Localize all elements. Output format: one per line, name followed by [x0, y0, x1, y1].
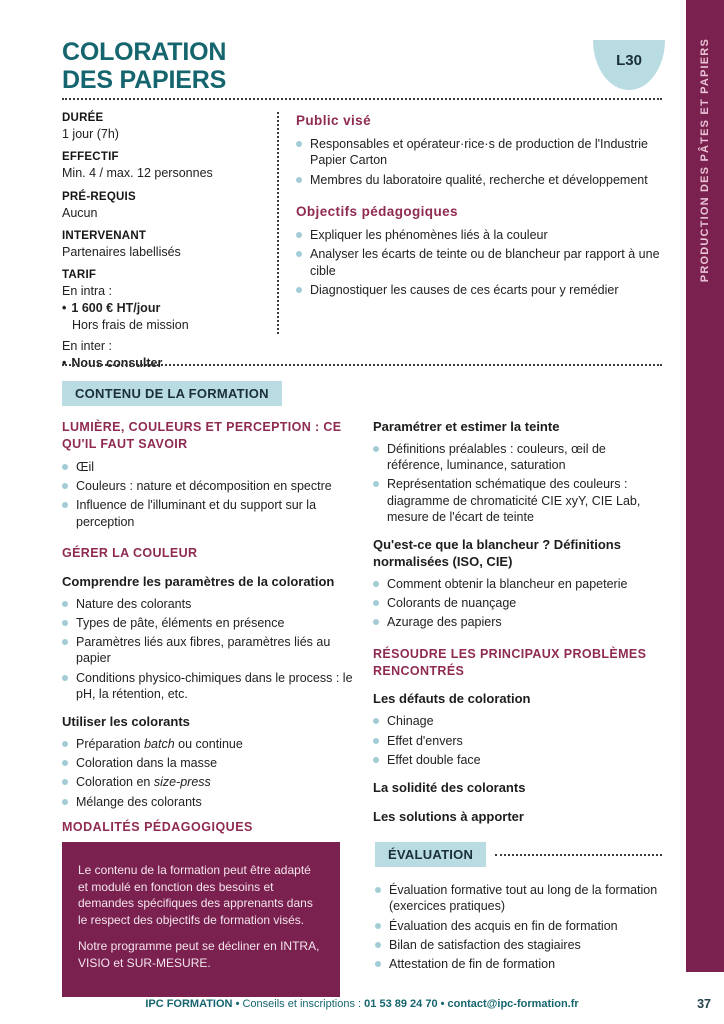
footer-email: contact@ipc-formation.fr — [447, 998, 579, 1010]
list-item — [62, 634, 360, 667]
audience-list — [296, 136, 662, 188]
list-item-text: Chinage — [387, 714, 434, 729]
footer-phone: 01 53 89 24 70 — [364, 998, 438, 1010]
bullet-dot — [62, 502, 68, 508]
list-item — [373, 713, 662, 729]
price-group — [62, 269, 277, 371]
list-item — [375, 956, 662, 972]
content-subheading: Les solutions à apporter — [373, 808, 524, 824]
bullet-dot — [296, 287, 302, 293]
page-footer — [62, 998, 662, 1010]
list-item-text: Paramètres liés aux fibres, paramètres liés au papier — [76, 635, 331, 666]
prerequisites-value: Aucun — [62, 205, 98, 220]
list-item — [375, 937, 662, 953]
list-item-text: Azurage des papiers — [387, 615, 502, 630]
header-divider — [62, 98, 662, 100]
list-item-text: Expliquer les phénomènes liés à la couleur — [310, 228, 548, 243]
bullet-dot — [373, 446, 379, 452]
price-inter-value: • Nous consulter — [62, 355, 277, 372]
content-subheading: Les défauts de coloration — [373, 691, 531, 707]
duration-label: DURÉE — [62, 112, 104, 124]
list-item-text: Types de pâte, éléments en présence — [76, 615, 285, 630]
bullet-dot — [62, 779, 68, 785]
headcount-group — [62, 151, 277, 181]
list-item-text: Comment obtenir la blancheur en papeterie — [387, 576, 628, 591]
bullet-dot — [375, 923, 381, 929]
list-item-text: Membres du laboratoire qualité, recherche et développement — [310, 172, 648, 187]
bullet-dot — [62, 483, 68, 489]
content-list — [62, 596, 360, 703]
bullet-dot — [296, 251, 302, 257]
list-item — [296, 282, 662, 298]
evaluation-header — [375, 842, 662, 867]
headcount-label: EFFECTIF — [62, 151, 119, 164]
list-item — [62, 755, 360, 771]
list-item — [373, 733, 662, 749]
list-item — [373, 576, 662, 592]
objectives-title: Objectifs pédagogiques — [296, 203, 458, 219]
trainer-label: INTERVENANT — [62, 229, 147, 242]
modalites-box — [62, 842, 340, 997]
list-item — [375, 882, 662, 915]
list-item-text: Colorants de nuançage — [387, 596, 517, 611]
content-list — [62, 459, 360, 530]
list-item — [373, 752, 662, 768]
content-subheading: Paramétrer et estimer la teinte — [373, 419, 560, 434]
section-divider — [62, 364, 662, 366]
headcount-value: Min. 4 / max. 12 personnes — [62, 166, 213, 181]
list-item-text: Conditions physico-chimiques dans le process : le pH, la rétention, etc. — [76, 670, 353, 701]
price-intra-label: En intra : — [62, 284, 113, 298]
footer-contact-text: Conseils et inscriptions : — [242, 998, 362, 1010]
evaluation-dotted-rule — [495, 854, 662, 856]
bullet-dot — [373, 757, 379, 763]
list-item-text: Responsables et opérateur·rice·s de production de l'Industrie Papier Carton — [310, 137, 648, 168]
footer-separator: • — [235, 998, 240, 1010]
list-item — [296, 136, 662, 169]
list-item — [62, 478, 360, 494]
price-label: TARIF — [62, 269, 97, 281]
modalites-block — [62, 820, 340, 997]
objectives-list — [296, 227, 662, 298]
list-item — [62, 736, 360, 752]
list-item — [296, 172, 662, 188]
content-right-column — [373, 419, 662, 831]
content-heading: GÉRER LA COULEUR — [62, 545, 198, 560]
bullet-dot — [62, 741, 68, 747]
bullet-dot — [62, 799, 68, 805]
list-item-text: Œil — [76, 459, 95, 474]
list-item — [62, 615, 360, 631]
list-item-text: Analyser les écarts de teinte ou de blancheur par rapport à une cible — [310, 247, 660, 278]
list-item — [296, 246, 662, 279]
list-item — [373, 441, 662, 474]
price-intra-value: • 1 600 € HT/jour — [62, 300, 277, 317]
course-code-label: L30 — [616, 51, 642, 69]
list-item-text: Bilan de satisfaction des stagiaires — [389, 937, 581, 952]
list-item-text: Couleurs : nature et décomposition en spectre — [76, 479, 332, 493]
course-code-badge — [593, 40, 665, 90]
list-item — [373, 476, 662, 525]
course-facts-column — [62, 112, 277, 380]
bullet-dot — [296, 232, 302, 238]
course-content-section — [62, 419, 662, 831]
content-list — [373, 441, 662, 525]
content-subheading: Utiliser les colorants — [62, 714, 190, 730]
bullet-dot — [62, 464, 68, 470]
modalites-paragraph: Notre programme peut se décliner en INTRA, VISIO et SUR-MESURE. — [78, 939, 320, 970]
content-left-column — [62, 419, 360, 831]
list-item — [62, 497, 360, 530]
content-subheading: Qu'est-ce que la blancheur ? Définitions normalisées (ISO, CIE) — [373, 537, 621, 570]
list-item-text: Nature des colorants — [76, 596, 192, 611]
list-item — [62, 794, 360, 810]
list-item-text: Représentation schématique des couleurs : diagramme de chromaticité CIE xyY, CIE Lab, mesure de l'écart de teinte — [387, 477, 641, 524]
list-item-text: Mélange des colorants — [76, 794, 202, 809]
content-list — [62, 736, 360, 810]
bullet-dot — [373, 718, 379, 724]
course-info-section — [62, 112, 662, 380]
bullet-dot — [296, 141, 302, 147]
list-item-text: Attestation de fin de formation — [389, 957, 556, 971]
list-item-text: Diagnostiquer les causes de ces écarts pour y remédier — [310, 282, 619, 297]
list-item — [373, 614, 662, 630]
trainer-value: Partenaires labellisés — [62, 244, 181, 259]
category-side-tab-label: PRODUCTION DES PÂTES ET PAPIERS — [699, 38, 711, 283]
list-item-text: Coloration en size-press — [76, 775, 211, 790]
list-item-text: Effet double face — [387, 752, 481, 767]
bullet-dot — [375, 961, 381, 967]
list-item — [62, 459, 360, 475]
page-number: 37 — [697, 997, 711, 1011]
content-heading: RÉSOUDRE LES PRINCIPAUX PROBLÈMES RENCONTRÉS — [373, 646, 647, 678]
prerequisites-group — [62, 191, 277, 221]
list-item-text: Préparation batch ou continue — [76, 736, 243, 751]
duration-group — [62, 112, 277, 142]
content-list — [373, 576, 662, 631]
page-title-line2: DES PAPIERS — [62, 66, 227, 94]
list-item — [296, 227, 662, 243]
page-title — [62, 38, 226, 94]
bullet-dot — [373, 600, 379, 606]
bullet-dot — [373, 481, 379, 487]
trainer-group — [62, 230, 277, 260]
evaluation-list — [375, 882, 662, 972]
list-item-text: Coloration dans la masse — [76, 756, 218, 771]
list-item — [373, 595, 662, 611]
audience-objectives-column — [279, 112, 662, 380]
modalites-paragraph: Le contenu de la formation peut être adapté et modulé en fonction des besoins et demandes spécifiques des apprenants dans le respect des objectifs de formation visés. — [78, 863, 313, 927]
footer-separator: • — [440, 998, 445, 1010]
content-heading: LUMIÈRE, COULEURS ET PERCEPTION : CE QU'IL FAUT SAVOIR — [62, 420, 342, 451]
price-intra-note: Hors frais de mission — [72, 317, 189, 332]
list-item — [62, 670, 360, 703]
category-side-tab — [686, 0, 724, 972]
list-item — [62, 774, 360, 790]
content-section-badge: CONTENU DE LA FORMATION — [62, 381, 282, 406]
evaluation-badge: ÉVALUATION — [375, 842, 486, 867]
list-item — [375, 918, 662, 934]
list-item-text: Évaluation des acquis en fin de formation — [389, 918, 618, 933]
bullet-dot — [296, 177, 302, 183]
list-item-text: Influence de l'illuminant et du support sur la perception — [76, 498, 317, 529]
bottom-section — [62, 820, 662, 997]
content-list — [373, 713, 662, 768]
audience-title: Public visé — [296, 113, 371, 128]
content-subheading: Comprendre les paramètres de la coloration — [62, 573, 335, 589]
bullet-dot — [373, 738, 379, 744]
prerequisites-label: PRÉ-REQUIS — [62, 190, 136, 203]
bullet-dot — [373, 581, 379, 587]
bullet-dot — [375, 942, 381, 948]
list-item-text: Évaluation formative tout au long de la formation (exercices pratiques) — [389, 883, 658, 914]
bullet-dot — [62, 639, 68, 645]
evaluation-block — [375, 820, 662, 997]
content-subheading: La solidité des colorants — [373, 780, 526, 796]
bullet-dot — [62, 760, 68, 766]
modalites-title: MODALITÉS PÉDAGOGIQUES — [62, 820, 253, 834]
duration-value: 1 jour (7h) — [62, 127, 119, 141]
bullet-dot — [62, 675, 68, 681]
bullet-dot — [373, 619, 379, 625]
list-item-text: Effet d'envers — [387, 733, 463, 748]
bullet-dot — [62, 601, 68, 607]
price-inter-label: En inter : — [62, 338, 113, 353]
bullet-dot — [375, 887, 381, 893]
bullet-dot — [62, 620, 68, 626]
list-item — [62, 596, 360, 612]
page-title-line1: COLORATION — [62, 38, 227, 66]
footer-brand: IPC FORMATION — [145, 998, 233, 1010]
list-item-text: Définitions préalables : couleurs, œil de référence, luminance, saturation — [387, 441, 606, 473]
